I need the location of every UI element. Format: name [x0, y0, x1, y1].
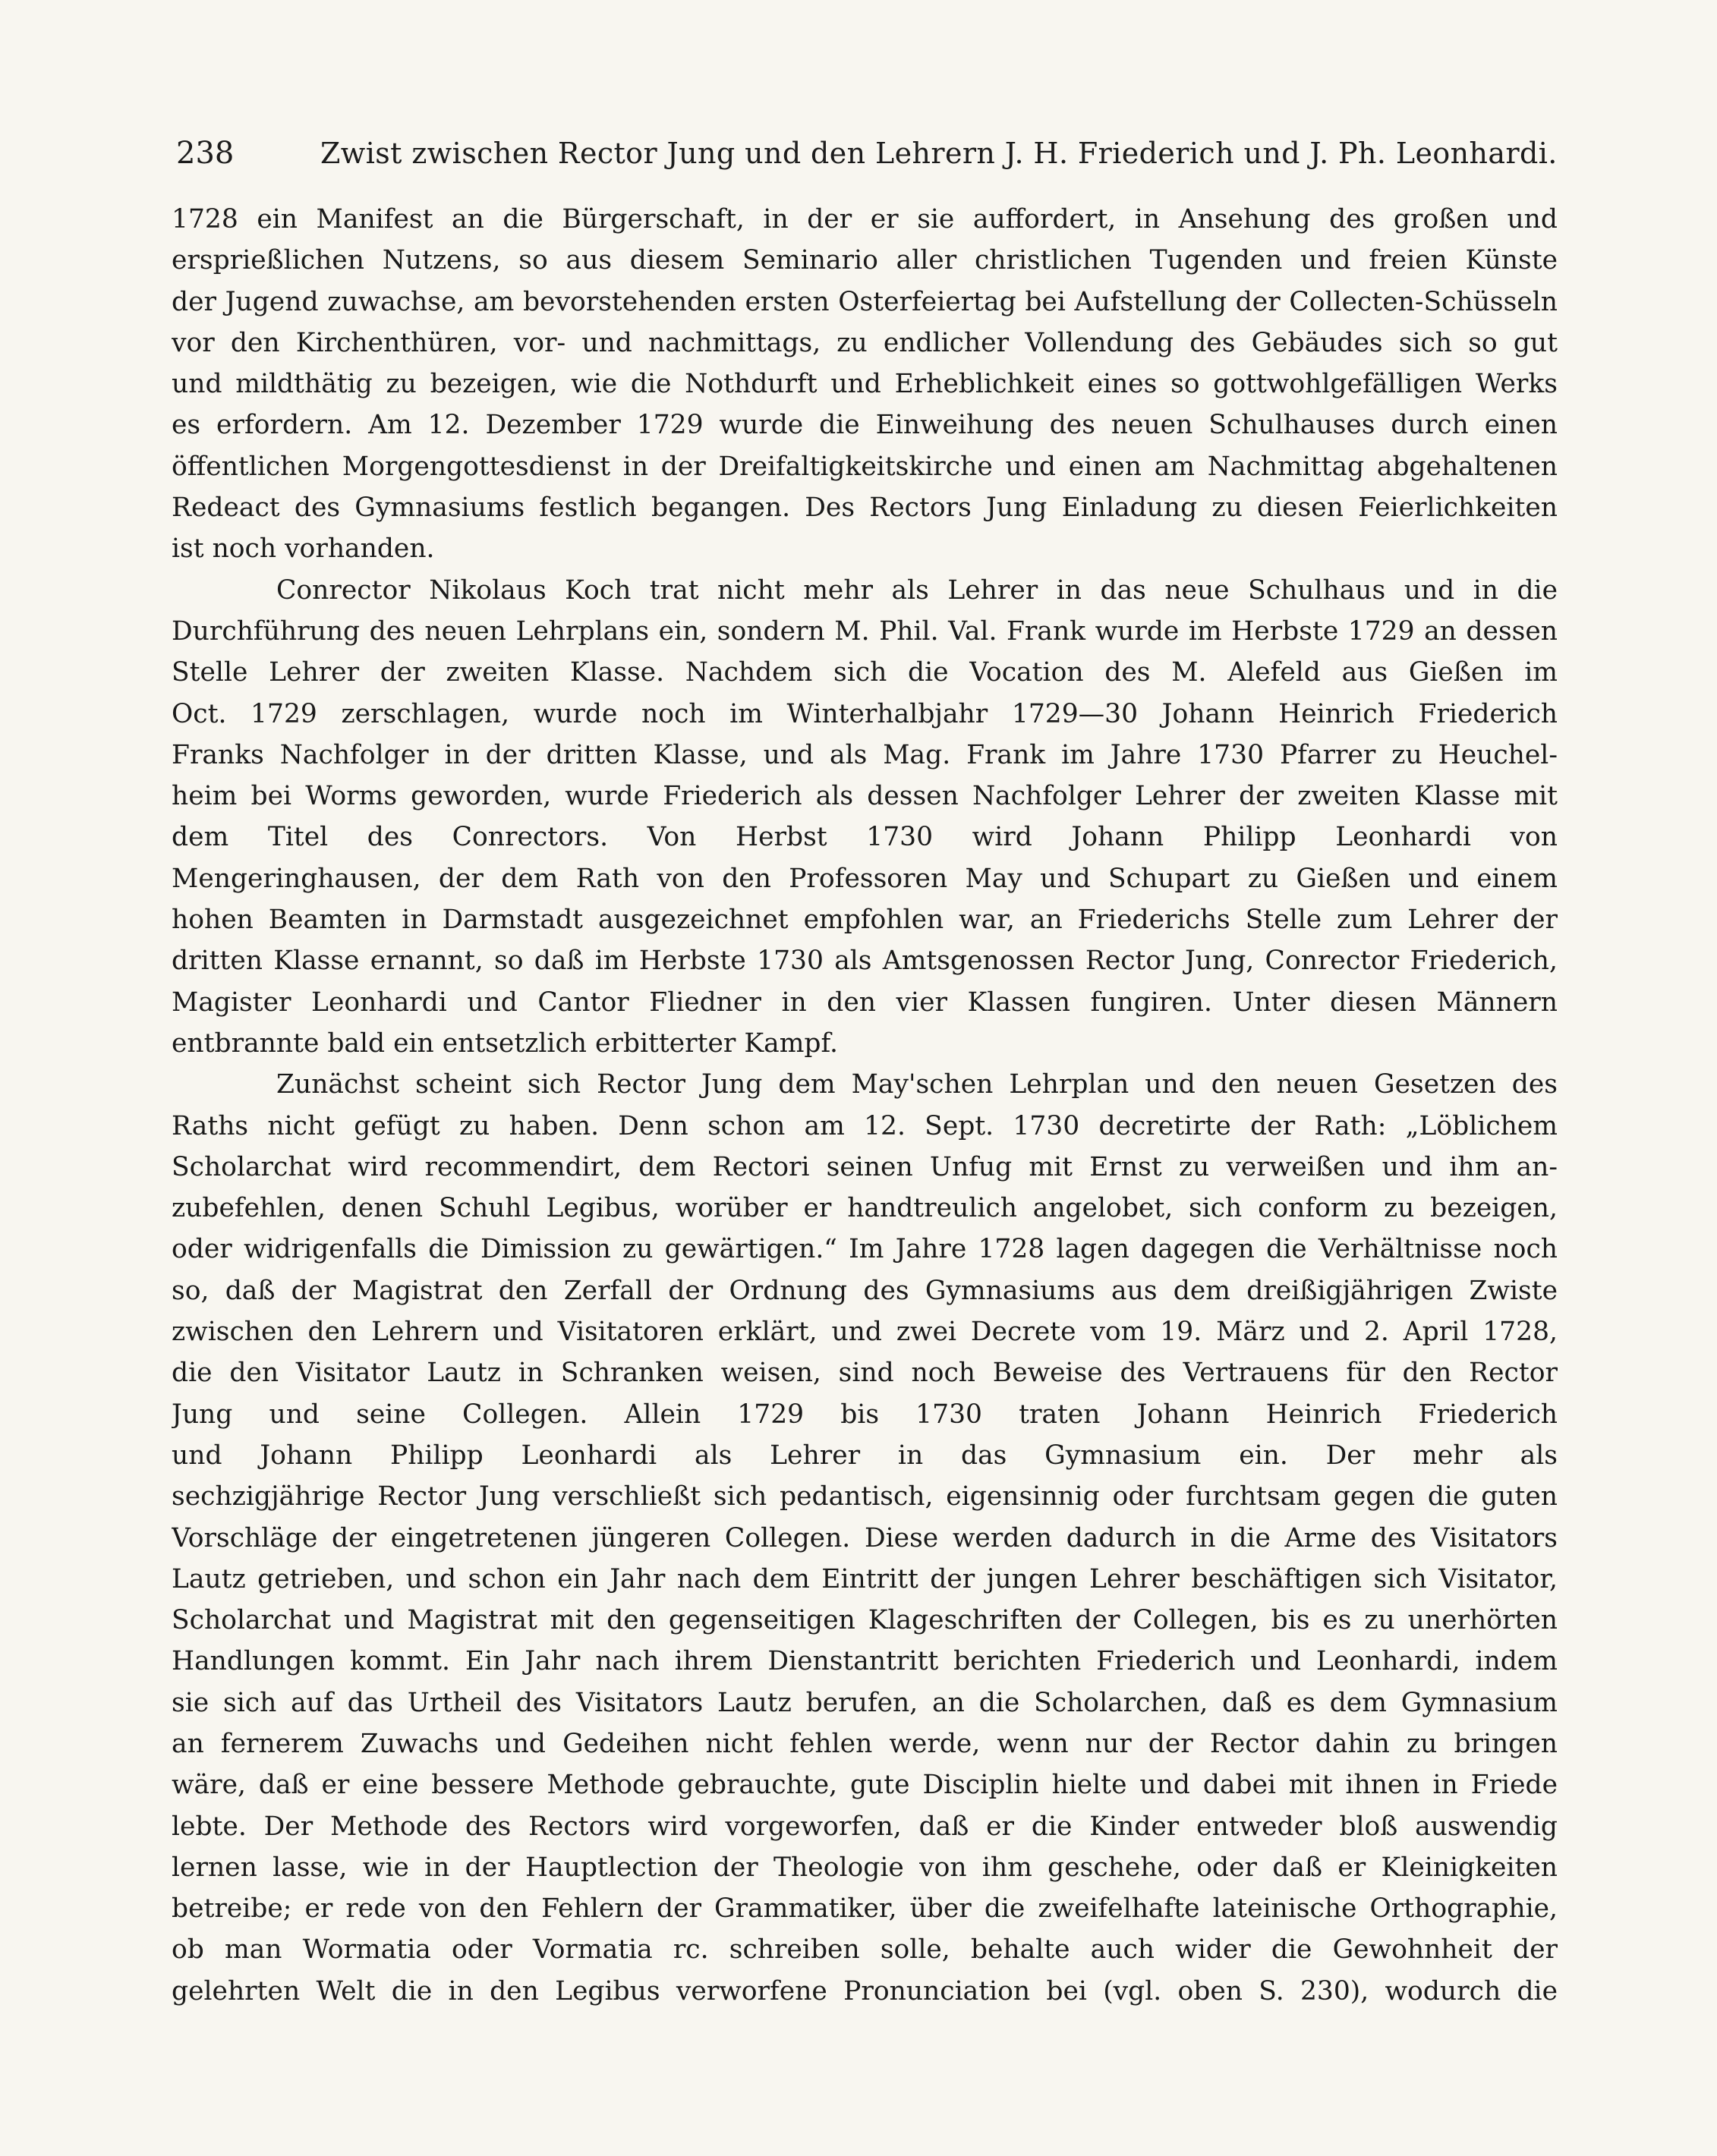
text-line: zwischen den Lehrern und Visitatoren erklärt, und zwei Decrete vom 19. März und 2. April 1728,: [172, 1317, 1558, 1348]
text-line: und mildthätig zu bezeigen, wie die Nothdurft und Erheblichkeit eines so gottwohlgefälligen Werks: [172, 369, 1558, 400]
text-line: dem Titel des Conrectors. Von Herbst 1730 wird Johann Philipp Leonhardi von: [172, 822, 1558, 853]
text-line: an fernerem Zuwachs und Gedeihen nicht fehlen werde, wenn nur der Rector dahin zu bringen: [172, 1728, 1558, 1759]
body-text: [172, 199, 1558, 2012]
text-line: betreibe; er rede von den Fehlern der Grammatiker, über die zweifelhafte lateinische Orthographie,: [172, 1893, 1558, 1925]
page-number: 238: [176, 136, 235, 171]
paragraph-2: [172, 570, 1558, 1065]
text-line: 1728 ein Manifest an die Bürgerschaft, in der er sie auffordert, in Ansehung des großen und: [172, 204, 1558, 234]
text-line: Franks Nachfolger in der dritten Klasse, und als Mag. Frank im Jahre 1730 Pfarrer zu Heuchel-: [172, 739, 1558, 770]
running-head: [176, 135, 1558, 181]
text-line: Raths nicht gefügt zu haben. Denn schon am 12. Sept. 1730 decretirte der Rath: „Löblichem: [172, 1110, 1558, 1141]
text-line: Mengeringhausen, der dem Rath von den Professoren May und Schupart zu Gießen und einem: [172, 863, 1558, 894]
text-line: lebte. Der Methode des Rectors wird vorgeworfen, daß er die Kinder entweder bloß auswendig: [172, 1811, 1558, 1842]
text-line: dritten Klasse ernannt, so daß im Herbste 1730 als Amtsgenossen Rector Jung, Conrector Friederich,: [172, 946, 1558, 977]
text-line: entbrannte bald ein entsetzlich erbitterter Kampf.: [172, 1028, 838, 1059]
paragraph-1: [172, 199, 1558, 570]
text-line: der Jugend zuwachse, am bevorstehenden ersten Osterfeiertag bei Aufstellung der Collecten-Schüsseln: [172, 286, 1558, 317]
text-line: und Johann Philipp Leonhardi als Lehrer in das Gymnasium ein. Der mehr als: [172, 1440, 1558, 1471]
text-line: Zunächst scheint sich Rector Jung dem May'schen Lehrplan und den neuen Gesetzen des: [276, 1069, 1558, 1100]
text-line: ersprießlichen Nutzens, so aus diesem Seminario aller christlichen Tugenden und freien Künste: [172, 245, 1558, 276]
text-line: Magister Leonhardi und Cantor Fliedner in den vier Klassen fungiren. Unter diesen Männern: [172, 987, 1558, 1018]
text-line: Jung und seine Collegen. Allein 1729 bis 1730 traten Johann Heinrich Friederich: [172, 1399, 1558, 1430]
text-line: Scholarchat wird recommendirt, dem Rectori seinen Unfug mit Ernst zu verweißen und ihm an-: [172, 1151, 1558, 1182]
text-line: vor den Kirchenthüren, vor- und nachmittags, zu endlicher Vollendung des Gebäudes sich so gut: [172, 327, 1558, 358]
text-line: lernen lasse, wie in der Hauptlection der Theologie von ihm geschehe, oder daß er Kleinigkeiten: [172, 1852, 1558, 1883]
text-line: zubefehlen, denen Schuhl Legibus, worüber er handtreulich angelobet, sich conform zu bezeigen,: [172, 1193, 1558, 1224]
text-line: Redeact des Gymnasiums festlich begangen. Des Rectors Jung Einladung zu diesen Feierlichkeiten: [172, 493, 1558, 524]
text-line: oder widrigenfalls die Dimission zu gewärtigen.“ Im Jahre 1728 lagen dagegen die Verhältnisse noch: [172, 1234, 1558, 1265]
text-line: Handlungen kommt. Ein Jahr nach ihrem Dienstantritt berichten Friederich und Leonhardi, indem: [172, 1646, 1558, 1677]
text-line: die den Visitator Lautz in Schranken weisen, sind noch Beweise des Vertrauens für den Rector: [172, 1358, 1558, 1389]
text-line: öffentlichen Morgengottesdienst in der Dreifaltigkeitskirche und einen am Nachmittag abgehaltenen: [172, 451, 1558, 482]
text-line: heim bei Worms geworden, wurde Friederich als dessen Nachfolger Lehrer der zweiten Klasse mit: [172, 781, 1558, 812]
text-line: Oct. 1729 zerschlagen, wurde noch im Winterhalbjahr 1729—30 Johann Heinrich Friederich: [172, 698, 1558, 729]
text-line: Vorschläge der eingetretenen jüngeren Collegen. Diese werden dadurch in die Arme des Visitators: [172, 1522, 1558, 1553]
text-line: Lautz getrieben, und schon ein Jahr nach dem Eintritt der jungen Lehrer beschäftigen sich Visitator,: [172, 1563, 1558, 1594]
text-line: ob man Wormatia oder Vormatia rc. schreiben solle, behalte auch wider die Gewohnheit der: [172, 1934, 1558, 1966]
text-line: gelehrten Welt die in den Legibus verworfene Pronunciation bei (vgl. oben S. 230), wodurch die: [172, 1975, 1558, 2006]
paragraph-3: [172, 1064, 1558, 2012]
text-line: Durchführung des neuen Lehrplans ein, sondern M. Phil. Val. Frank wurde im Herbste 1729 an dessen: [172, 615, 1558, 647]
text-line: es erfordern. Am 12. Dezember 1729 wurde die Einweihung des neuen Schulhauses durch einen: [172, 410, 1558, 441]
text-line: Stelle Lehrer der zweiten Klasse. Nachdem sich die Vocation des M. Alefeld aus Gießen im: [172, 657, 1558, 688]
text-line: ist noch vorhanden.: [172, 533, 435, 565]
text-line: Scholarchat und Magistrat mit den gegenseitigen Klageschriften der Collegen, bis es zu unerhörten: [172, 1605, 1558, 1636]
text-line: so, daß der Magistrat den Zerfall der Ordnung des Gymnasiums aus dem dreißigjährigen Zwiste: [172, 1275, 1558, 1306]
text-line: hohen Beamten in Darmstadt ausgezeichnet empfohlen war, an Friederichs Stelle zum Lehrer der: [172, 905, 1558, 936]
text-line: wäre, daß er eine bessere Methode gebrauchte, gute Disciplin hielte und dabei mit ihnen in Friede: [172, 1770, 1558, 1801]
text-line: sechzigjährige Rector Jung verschließt sich pedantisch, eigensinnig oder furchtsam gegen die guten: [172, 1481, 1558, 1512]
text-line: Conrector Nikolaus Koch trat nicht mehr als Lehrer in das neue Schulhaus und in die: [276, 574, 1558, 606]
text-line: sie sich auf das Urtheil des Visitators Lautz berufen, an die Scholarchen, daß es dem Gymnasium: [172, 1687, 1558, 1718]
running-head-title: Zwist zwischen Rector Jung und den Lehrern J. H. Friederich und J. Ph. Leonhardi.: [320, 137, 1558, 170]
